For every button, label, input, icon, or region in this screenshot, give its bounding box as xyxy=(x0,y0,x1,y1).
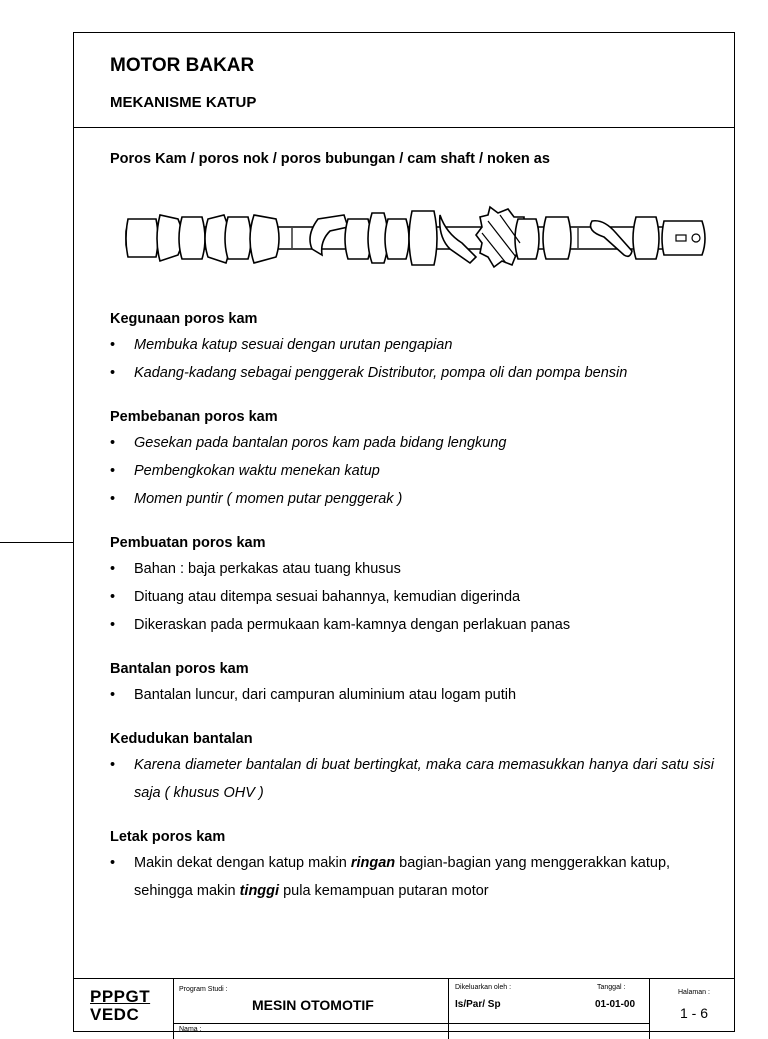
document-footer xyxy=(74,978,734,1038)
list-item: • Kadang-kadang sebagai penggerak Distributor, pompa oli dan pompa bensin xyxy=(110,359,714,387)
document-subtitle: MEKANISME KATUP xyxy=(110,94,257,111)
text-run: bagian-bagian yang menggerakkan katup, sehingga makin xyxy=(134,855,671,899)
list-item: • Membuka katup sesuai dengan urutan pengapian xyxy=(110,331,714,359)
emphasis-tinggi: tinggi xyxy=(239,883,280,899)
document-body xyxy=(110,151,714,905)
section-heading: Bantalan poros kam xyxy=(110,661,249,677)
section-kedudukan xyxy=(110,731,714,807)
list-item: • Bantalan luncur, dari campuran aluminium atau logam putih xyxy=(110,681,714,709)
document-title: MOTOR BAKAR xyxy=(110,55,255,76)
page-label: Halaman : xyxy=(678,989,710,996)
section-heading: Kedudukan bantalan xyxy=(110,731,253,747)
list-item: • Dikeraskan pada permukaan kam-kamnya dengan perlakuan panas xyxy=(110,611,714,639)
document-header xyxy=(74,33,734,128)
list-item: • Pembengkokan waktu menekan katup xyxy=(110,457,714,485)
camshaft-drawing-icon xyxy=(116,197,710,277)
section-pembebanan xyxy=(110,409,714,513)
list-item: • Karena diameter bantalan di buat bertingkat, maka cara memasukkan hanya dari satu sisi saja ( khusus OHV ) xyxy=(110,751,714,807)
section-letak xyxy=(110,829,714,905)
section-heading: Pembebanan poros kam xyxy=(110,409,278,425)
margin-line xyxy=(0,542,73,543)
issued-label: Dikeluarkan oleh : xyxy=(455,984,512,991)
document-frame xyxy=(73,32,735,1032)
name-label: Nama : xyxy=(179,1026,202,1033)
page-number: 1 - 6 xyxy=(680,1005,709,1021)
list-item: • Bahan : baja perkakas atau tuang khusus xyxy=(110,555,714,583)
text-run: Makin dekat dengan katup makin xyxy=(134,855,351,871)
intro-heading: Poros Kam / poros nok / poros bubungan / cam shaft / noken as xyxy=(110,151,550,167)
program-value: MESIN OTOMOTIF xyxy=(252,997,374,1013)
logo-line-1: PPPGT xyxy=(90,987,151,1006)
list-item: • Gesekan pada bantalan poros kam pada bidang lengkung xyxy=(110,429,714,457)
program-cell xyxy=(174,979,449,1039)
date-cell xyxy=(591,979,650,1039)
section-kegunaan xyxy=(110,311,714,387)
date-label: Tanggal : xyxy=(597,984,626,991)
list-item: • Momen puntir ( momen putar penggerak ) xyxy=(110,485,714,513)
text-run: pula kemampuan putaran motor xyxy=(279,883,489,899)
issued-value: Is/Par/ Sp xyxy=(455,999,501,1010)
section-heading: Pembuatan poros kam xyxy=(110,535,266,551)
date-value: 01-01-00 xyxy=(595,999,636,1010)
logo-line-2: VEDC xyxy=(90,1005,140,1024)
section-pembuatan xyxy=(110,535,714,639)
program-label: Program Studi : xyxy=(179,986,228,993)
list-item xyxy=(110,849,714,905)
section-bantalan xyxy=(110,661,714,709)
section-heading: Kegunaan poros kam xyxy=(110,311,258,327)
list-item: • Dituang atau ditempa sesuai bahannya, kemudian digerinda xyxy=(110,583,714,611)
logo-cell xyxy=(74,979,174,1039)
issued-cell xyxy=(449,979,591,1039)
section-heading: Letak poros kam xyxy=(110,829,226,845)
emphasis-ringan: ringan xyxy=(350,855,396,871)
page-cell xyxy=(650,979,736,1039)
